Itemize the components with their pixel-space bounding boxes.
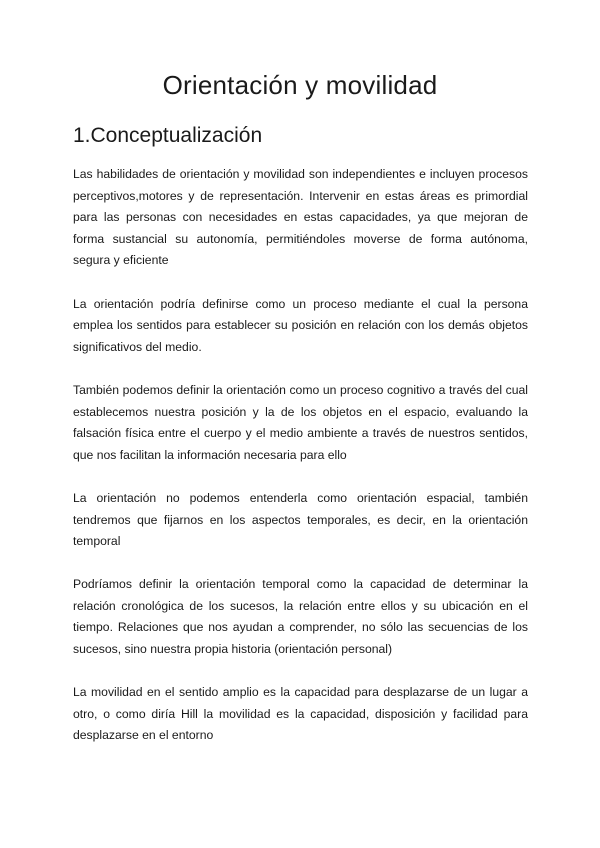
document-body: [73, 164, 528, 769]
paragraph-6: La movilidad en el sentido amplio es la capacidad para desplazarse de un lugar a otro, o como diría Hill la movilidad es la capacidad, disposición y facilidad para desplazarse en el entorno: [73, 685, 528, 743]
paragraph-3: También podemos definir la orientación como un proceso cognitivo a través del cual establecemos nuestra posición y la de los objetos en el espacio, evaluando la falsación física entre el cuerpo y el medio ambiente a través de nuestros sentidos, que nos facilitan la información necesaria para ello: [73, 382, 528, 462]
section-heading: 1.Conceptualización: [73, 124, 263, 147]
document-title: Orientación y movilidad: [162, 70, 438, 100]
paragraph-4: La orientación no podemos entenderla como orientación espacial, también tendremos que fijarnos en los aspectos temporales, es decir, en la orientación temporal: [73, 490, 528, 549]
paragraph-1: Las habilidades de orientación y movilidad son independientes e incluyen procesos perceptivos,motores y de representación. Intervenir en estas áreas es primordial para las personas con necesidades en estas capacidades, ya que mejoran de forma sustancial su autonomía, permitiéndoles moverse de forma autónoma, segura y eficiente: [73, 167, 528, 268]
paragraph-5: Podríamos definir la orientación temporal como la capacidad de determinar la relación cronológica de los sucesos, la relación entre ellos y su ubicación en el tiempo. Relaciones que nos ayudan a comprender, no sólo las secuencias de los sucesos, sino nuestra propia historia (orientación personal): [73, 577, 528, 657]
paragraph-2: La orientación podría definirse como un proceso mediante el cual la persona emplea los sentidos para establecer su posición en relación con los demás objetos significativos del medio.: [73, 296, 528, 354]
